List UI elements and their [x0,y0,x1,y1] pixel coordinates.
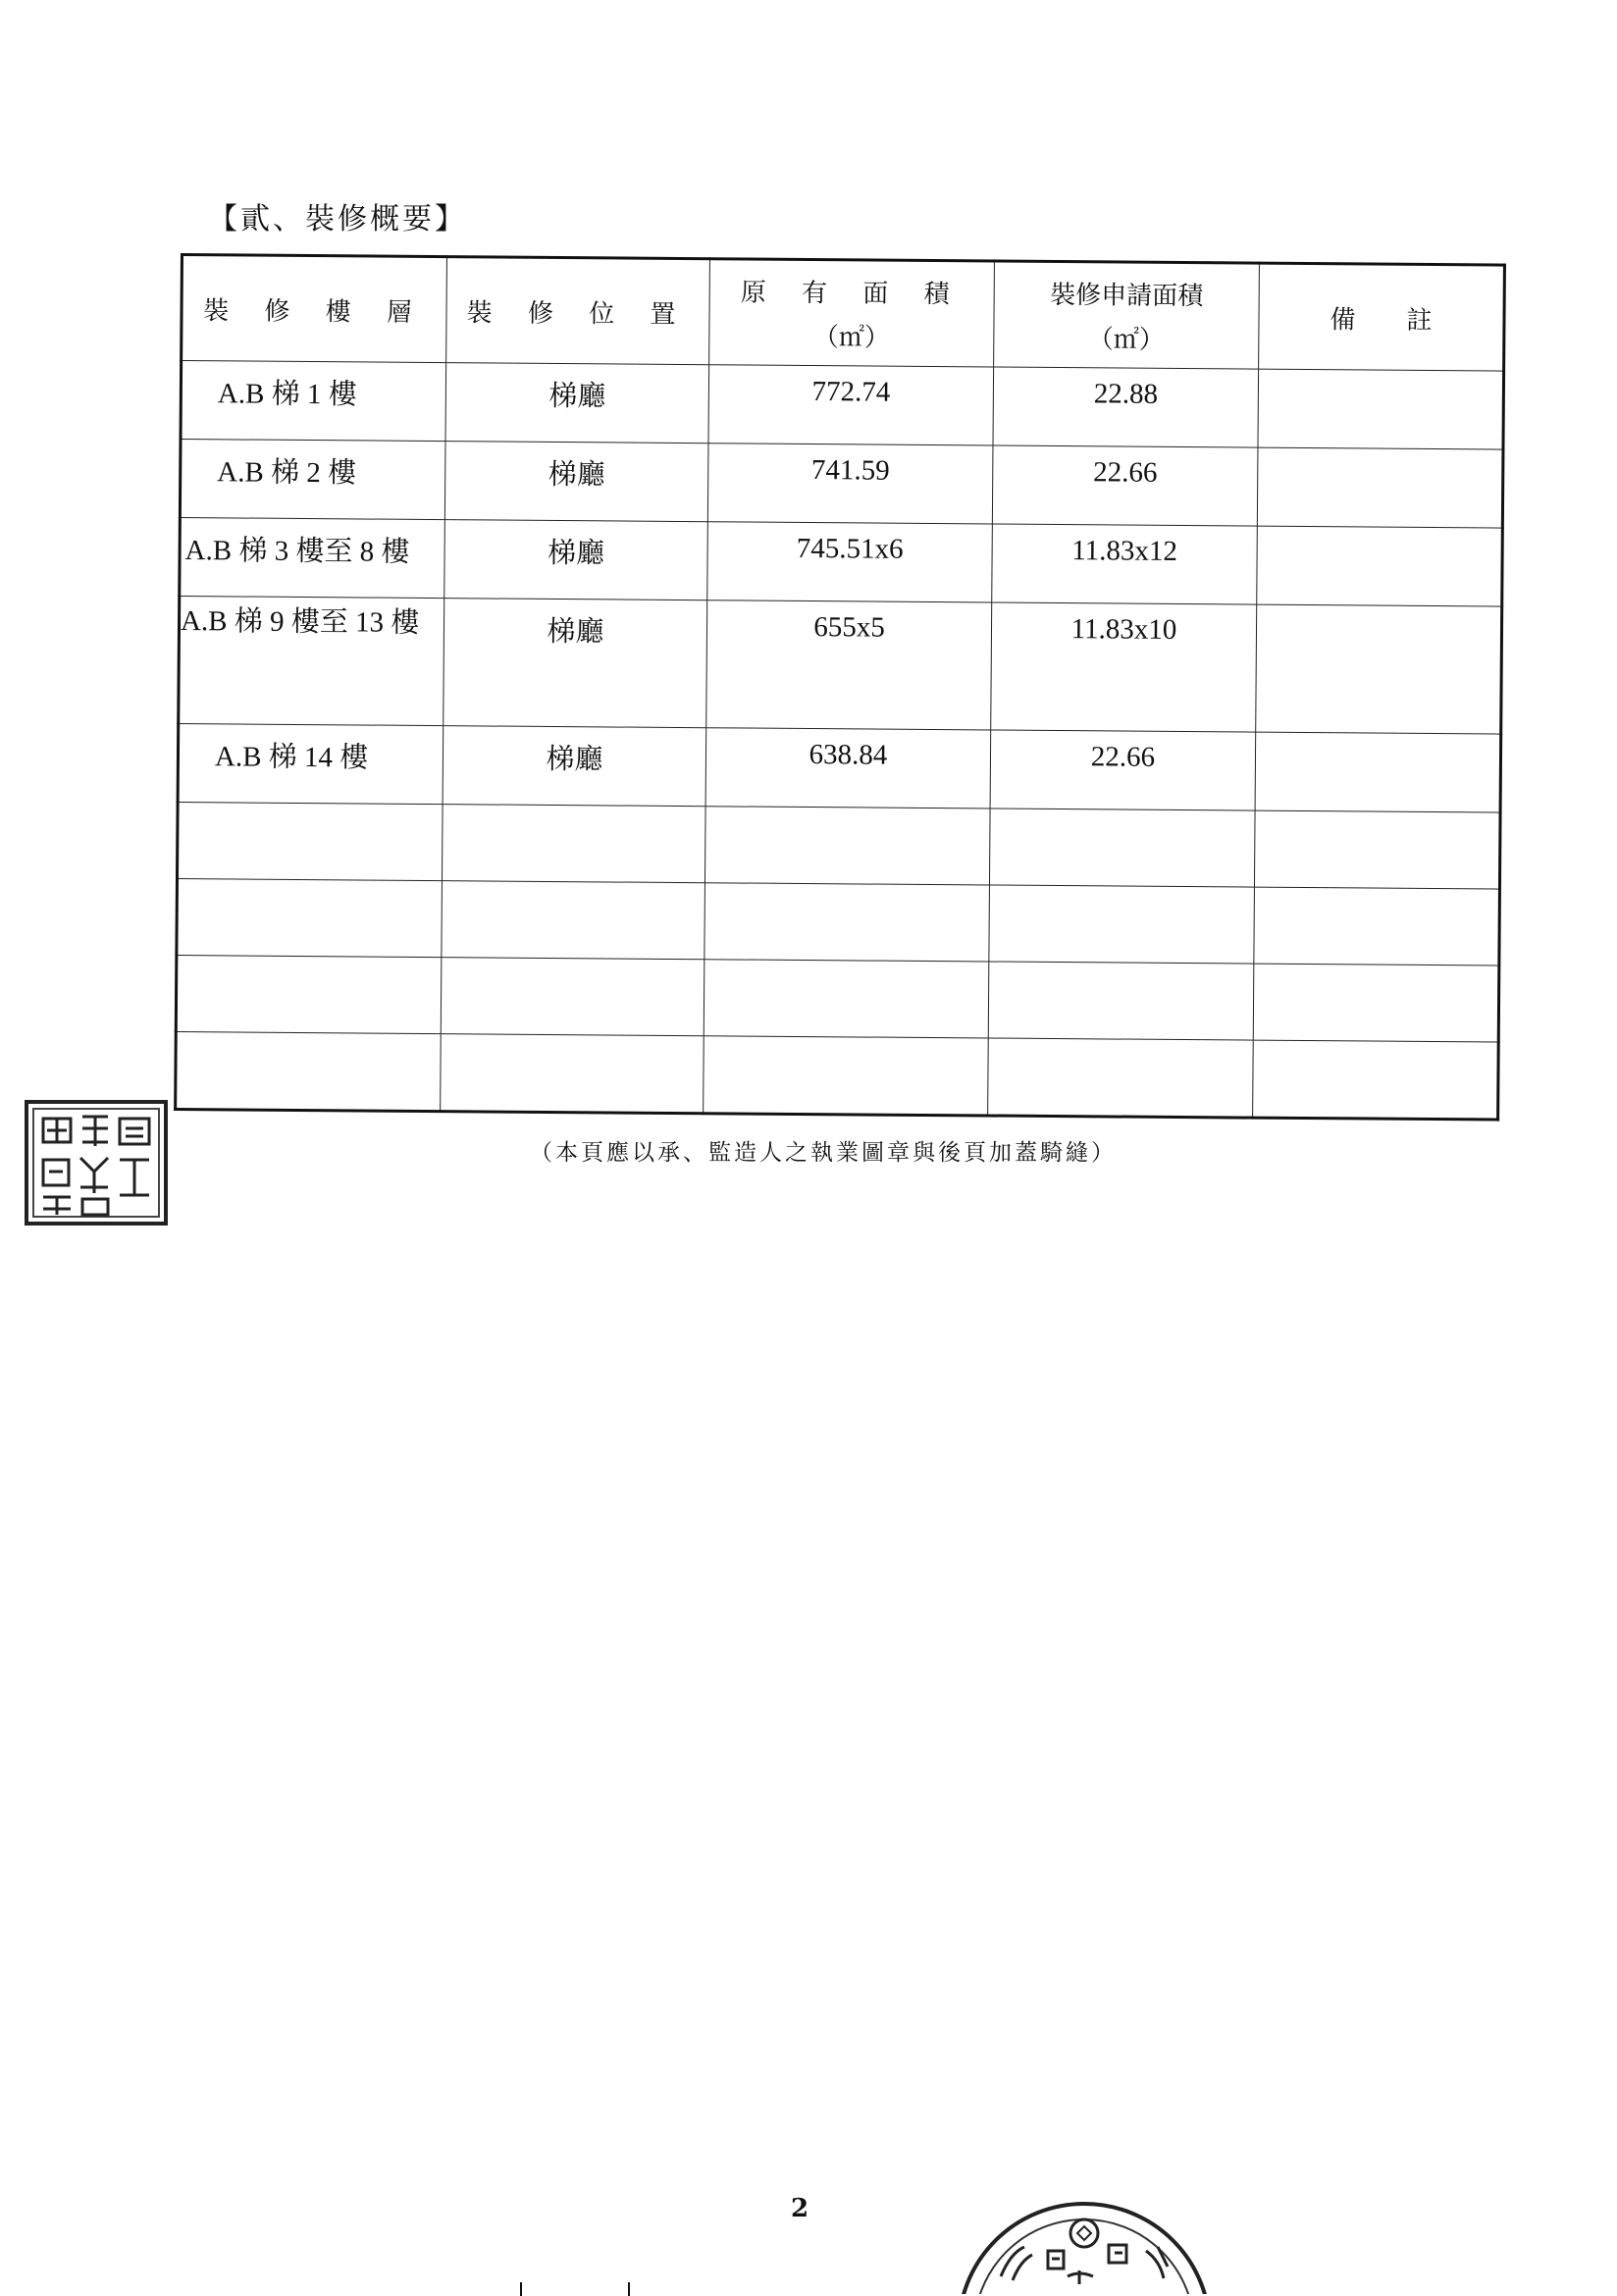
cell-floor: A.B 梯 2 樓 [180,440,445,520]
cell-location: 梯廳 [445,363,709,444]
header-applied-area [994,261,1260,369]
cell-original-area: 655x5 [706,600,992,730]
cell-location: 梯廳 [444,520,708,600]
cell-remarks [1258,369,1504,449]
table-header-row [182,255,1505,372]
table-row-empty [177,878,1500,965]
header-applied-area-label: 裝修申請面積 [1050,280,1204,312]
cell-location: 梯廳 [443,726,706,807]
table-row [181,361,1504,450]
cell-location: 梯廳 [443,599,707,728]
table-row [179,597,1502,735]
header-floor: 裝 修 樓 層 [182,255,447,363]
cell-applied-area: 11.83x12 [992,524,1258,604]
header-remarks: 備 註 [1259,263,1505,371]
cell-applied-area: 22.66 [990,730,1256,810]
cell-remarks [1255,732,1501,812]
cell-remarks [1257,447,1503,528]
page-number: 2 [791,2194,809,2223]
header-applied-area-unit: （㎡） [1087,325,1165,355]
cell-location: 梯廳 [444,442,708,522]
cell-remarks [1256,604,1502,734]
cell-original-area: 741.59 [707,444,993,524]
table-row [180,518,1503,607]
header-original-area-unit: （㎡） [812,323,890,353]
cell-original-area: 638.84 [705,728,991,809]
table-row-empty [177,802,1500,889]
cell-applied-area: 22.88 [993,367,1259,447]
header-original-area [709,259,995,367]
cell-floor: A.B 梯 14 樓 [178,723,443,804]
table-row-empty [176,1031,1499,1120]
table-row [178,723,1501,812]
cell-floor: A.B 梯 9 樓至 13 樓 [179,597,444,726]
cell-original-area: 772.74 [708,365,994,445]
cell-applied-area: 11.83x10 [991,602,1257,732]
renovation-summary-table [174,253,1506,1122]
cell-applied-area: 22.66 [992,445,1258,526]
header-original-area-label: 原 有 面 積 [740,278,964,310]
footnote: （本頁應以承、監造人之執業圖章與後頁加蓋騎縫） [530,1140,1117,1166]
seal-stamp-left [24,1099,169,1226]
cell-floor: A.B 梯 3 樓至 8 樓 [180,518,445,599]
table-row [180,440,1503,529]
header-location: 裝 修 位 置 [446,257,710,365]
section-title: 【貳、裝修概要】 [208,202,467,236]
seal-stamp-bottom [962,2182,1207,2294]
cell-floor: A.B 梯 1 樓 [181,361,446,442]
cell-remarks [1257,526,1503,606]
cell-original-area: 745.51x6 [707,522,993,602]
table-row-empty [176,955,1499,1042]
